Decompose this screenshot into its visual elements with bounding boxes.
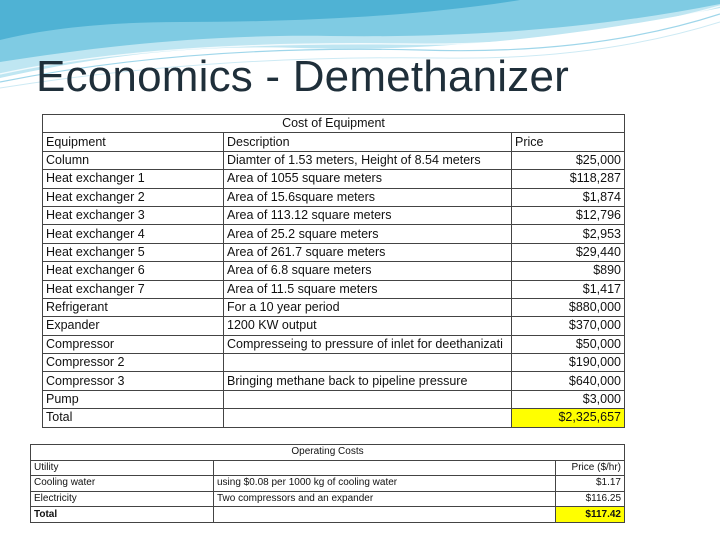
item-name-cell: Electricity <box>31 491 214 507</box>
description-cell: 1200 KW output <box>224 317 512 335</box>
total-label-cell: Total <box>31 507 214 523</box>
price-cell: $1.17 <box>556 476 625 492</box>
price-cell: $29,440 <box>512 243 625 261</box>
description-cell: Bringing methane back to pipeline pressure <box>224 372 512 390</box>
total-row <box>31 507 625 523</box>
total-value-cell: $2,325,657 <box>512 409 625 427</box>
column-header: Description <box>224 133 512 151</box>
description-cell <box>224 390 512 408</box>
table-caption: Operating Costs <box>31 445 625 461</box>
description-cell: For a 10 year period <box>224 298 512 316</box>
table-row <box>43 298 625 316</box>
table-header-row <box>43 133 625 151</box>
column-header <box>214 460 556 476</box>
item-name-cell: Heat exchanger 6 <box>43 262 224 280</box>
table-row <box>43 188 625 206</box>
item-name-cell: Compressor 3 <box>43 372 224 390</box>
price-cell: $3,000 <box>512 390 625 408</box>
description-cell <box>224 354 512 372</box>
item-name-cell: Cooling water <box>31 476 214 492</box>
column-header: Price <box>512 133 625 151</box>
description-cell: Compresseing to pressure of inlet for deethanizati <box>224 335 512 353</box>
item-name-cell: Heat exchanger 3 <box>43 206 224 224</box>
table-caption-row <box>31 445 625 461</box>
description-cell: Diamter of 1.53 meters, Height of 8.54 meters <box>224 151 512 169</box>
item-name-cell: Column <box>43 151 224 169</box>
item-name-cell: Heat exchanger 7 <box>43 280 224 298</box>
item-name-cell: Heat exchanger 1 <box>43 170 224 188</box>
table-row <box>31 491 625 507</box>
price-cell: $1,417 <box>512 280 625 298</box>
table-row <box>43 354 625 372</box>
slide-title: Economics - Demethanizer <box>36 52 569 101</box>
description-cell: Two compressors and an expander <box>214 491 556 507</box>
table-row <box>43 170 625 188</box>
description-cell: Area of 1055 square meters <box>224 170 512 188</box>
description-cell: Area of 11.5 square meters <box>224 280 512 298</box>
item-name-cell: Expander <box>43 317 224 335</box>
table-caption: Cost of Equipment <box>43 115 625 133</box>
table-row <box>43 225 625 243</box>
item-name-cell: Refrigerant <box>43 298 224 316</box>
item-name-cell: Heat exchanger 2 <box>43 188 224 206</box>
table-row <box>43 151 625 169</box>
total-description-cell <box>224 409 512 427</box>
table-row <box>43 262 625 280</box>
description-cell: Area of 6.8 square meters <box>224 262 512 280</box>
table-row <box>43 335 625 353</box>
price-cell: $2,953 <box>512 225 625 243</box>
price-cell: $890 <box>512 262 625 280</box>
price-cell: $118,287 <box>512 170 625 188</box>
description-cell: Area of 261.7 square meters <box>224 243 512 261</box>
table-row <box>31 476 625 492</box>
table-header-row <box>31 460 625 476</box>
table-row <box>43 372 625 390</box>
item-name-cell: Heat exchanger 5 <box>43 243 224 261</box>
price-cell: $25,000 <box>512 151 625 169</box>
price-cell: $640,000 <box>512 372 625 390</box>
column-header: Equipment <box>43 133 224 151</box>
table-row <box>43 280 625 298</box>
item-name-cell: Compressor 2 <box>43 354 224 372</box>
price-cell: $370,000 <box>512 317 625 335</box>
total-row <box>43 409 625 427</box>
table-row <box>43 390 625 408</box>
description-cell: using $0.08 per 1000 kg of cooling water <box>214 476 556 492</box>
total-value-cell: $117.42 <box>556 507 625 523</box>
price-cell: $12,796 <box>512 206 625 224</box>
description-cell: Area of 25.2 square meters <box>224 225 512 243</box>
price-cell: $190,000 <box>512 354 625 372</box>
description-cell: Area of 113.12 square meters <box>224 206 512 224</box>
description-cell: Area of 15.6square meters <box>224 188 512 206</box>
price-cell: $50,000 <box>512 335 625 353</box>
column-header: Utility <box>31 460 214 476</box>
total-description-cell <box>214 507 556 523</box>
operating-costs-table <box>30 444 625 523</box>
table-row <box>43 317 625 335</box>
item-name-cell: Heat exchanger 4 <box>43 225 224 243</box>
column-header: Price ($/hr) <box>556 460 625 476</box>
item-name-cell: Pump <box>43 390 224 408</box>
table-row <box>43 206 625 224</box>
total-label-cell: Total <box>43 409 224 427</box>
equipment-cost-table <box>42 114 625 428</box>
item-name-cell: Compressor <box>43 335 224 353</box>
price-cell: $1,874 <box>512 188 625 206</box>
table-caption-row <box>43 115 625 133</box>
table-row <box>43 243 625 261</box>
price-cell: $880,000 <box>512 298 625 316</box>
price-cell: $116.25 <box>556 491 625 507</box>
